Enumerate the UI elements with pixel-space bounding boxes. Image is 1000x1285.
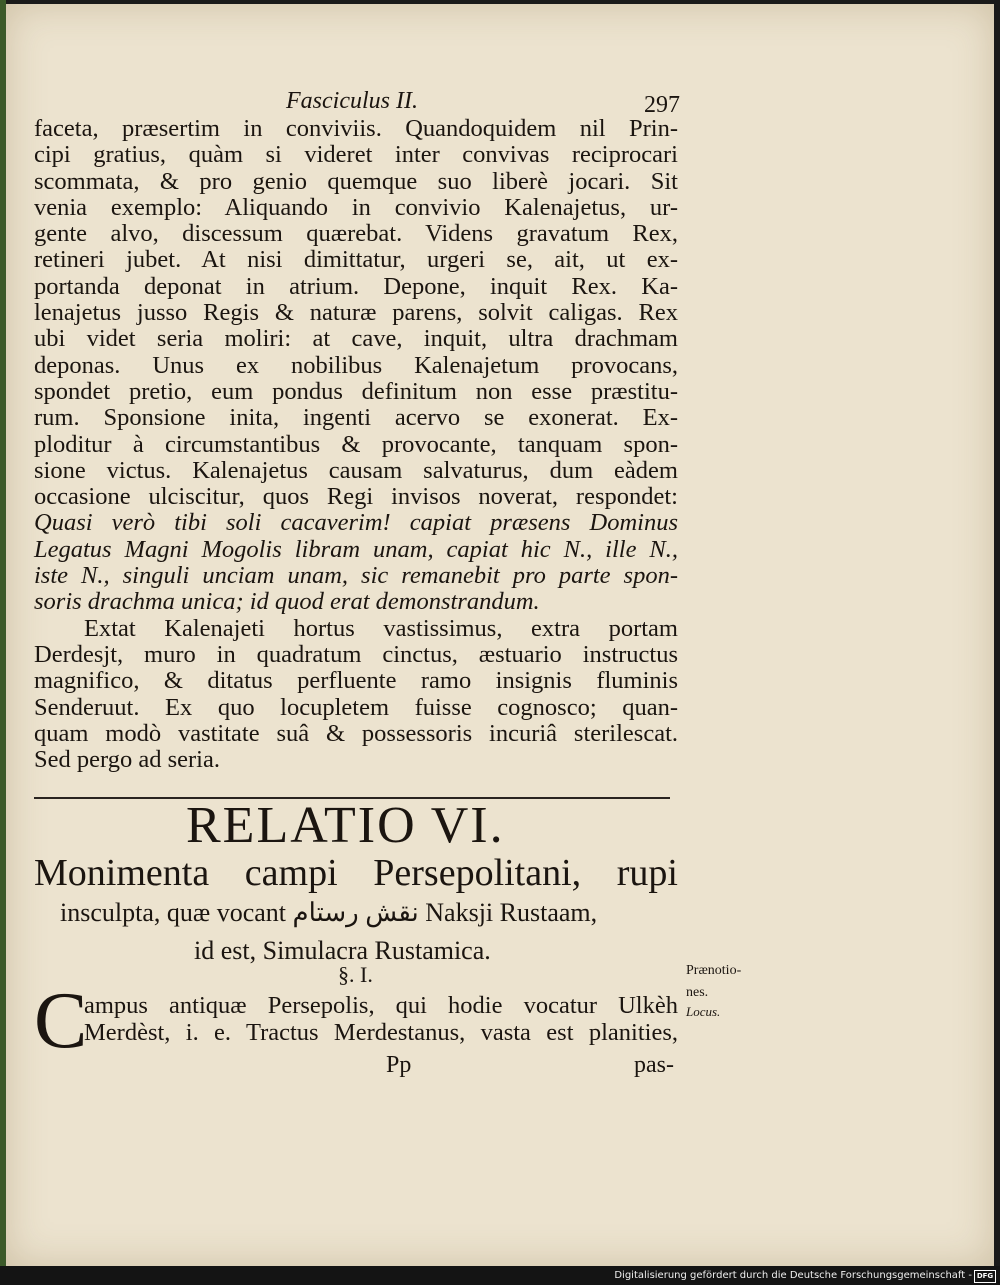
- text-line: occasione ulciscitur, quos Regi invisos noverat, respondet:: [34, 483, 678, 511]
- text-line: sione victus. Kalenajetus causam salvaturus, dum eàdem: [34, 456, 678, 484]
- body-text: [34, 116, 678, 773]
- section-heading: RELATIO VI.: [186, 797, 505, 854]
- dfg-logo-icon: DFG: [974, 1270, 996, 1283]
- text-line: ampus antiquæ Persepolis, qui hodie vocatur Ulkèh: [84, 992, 678, 1019]
- text-line: Merdèst, i. e. Tractus Merdestanus, vasta est planities,: [84, 1019, 678, 1046]
- text-line: iste N., singuli unciam unam, sic remanebit pro parte spon-: [34, 562, 678, 590]
- page-number: 297: [644, 92, 680, 118]
- paragraph-text: [84, 992, 678, 1046]
- section-title-line: insculpta, quæ vocant نقش رستام Naksji Rustaam,: [60, 898, 598, 927]
- text-line: Derdesjt, muro in quadratum cinctus, æstuario instructus: [34, 640, 678, 668]
- text-line: spondet pretio, eum pondus definitum non esse præstitu-: [34, 377, 678, 405]
- footer-credit: Digitalisierung gefördert durch die Deutsche Forschungsgemeinschaft -: [614, 1270, 972, 1281]
- paragraph-mark: §. I.: [338, 962, 373, 987]
- text-line: Legatus Magni Mogolis libram unam, capiat hic N., ille N.,: [34, 535, 678, 563]
- text-line: quam modò vastitate suâ & possessoris incuriâ sterilescat.: [34, 719, 678, 747]
- margin-note: [686, 960, 741, 1004]
- text-line: ploditur à circumstantibus & provocante, tanquam spon-: [34, 430, 678, 458]
- margin-note-line: nes.: [686, 985, 709, 1000]
- text-line: venia exemplo: Aliquando in convivio Kalenajetus, ur-: [34, 193, 678, 221]
- catchword: pas-: [634, 1052, 674, 1078]
- signature-mark: Pp: [386, 1052, 412, 1078]
- running-head: Fasciculus II.: [286, 88, 418, 114]
- text-line: deponas. Unus ex nobilibus Kalenajetum provocans,: [34, 351, 678, 379]
- text-line: portanda deponat in atrium. Depone, inquit Rex. Ka-: [34, 272, 678, 300]
- text-line: soris drachma unica; id quod erat demonstrandum.: [34, 588, 540, 616]
- text-line: retineri jubet. At nisi dimittatur, urgeri se, ait, ut ex-: [34, 246, 678, 274]
- section-title-line: id est, Simulacra Rustamica.: [194, 936, 491, 965]
- text-line: rum. Sponsione inita, ingenti acervo se exonerat. Ex-: [34, 404, 678, 432]
- text-line: Extat Kalenajeti hortus vastissimus, extra portam: [84, 614, 678, 642]
- text-line: gente alvo, discessum quærebat. Videns gravatum Rex,: [34, 220, 678, 248]
- text-line: Senderuut. Ex quo locupletem fuisse cognosco; quan-: [34, 693, 678, 721]
- text-line: faceta, præsertim in conviviis. Quandoquidem nil Prin-: [34, 115, 678, 142]
- margin-note-line: Prænotio-: [686, 963, 742, 978]
- text-line: lenajetus jusso Regis & naturæ parens, solvit caligas. Rex: [34, 299, 678, 327]
- text-line: cipi gratius, quàm si videret inter convivas reciprocari: [34, 141, 678, 169]
- drop-cap: C: [34, 977, 88, 1065]
- text-line: Quasi verò tibi soli cacaverim! capiat præsens Dominus: [34, 509, 678, 537]
- margin-note: Locus.: [686, 1004, 721, 1019]
- section-title-line: Monimenta campi Persepolitani, rupi: [34, 852, 678, 894]
- text-line: Sed pergo ad seria.: [34, 746, 220, 774]
- text-line: ubi videt seria moliri: at cave, inquit, ultra drachmam: [34, 325, 678, 353]
- text-line: scommata, & pro genio quemque suo liberè jocari. Sit: [34, 167, 678, 195]
- text-line: magnifico, & ditatus perfluente ramo insignis fluminis: [34, 667, 678, 695]
